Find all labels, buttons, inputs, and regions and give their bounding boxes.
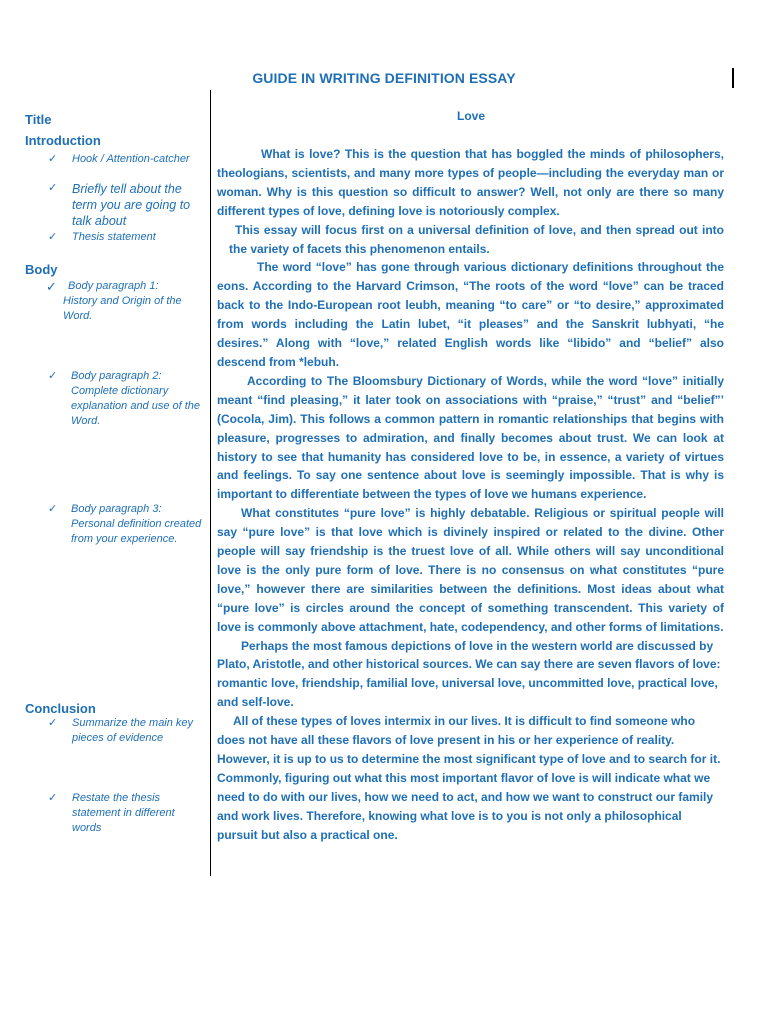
body-paragraph-label: Body paragraph 1: [68, 280, 159, 292]
essay-paragraph-thesis: This essay will focus first on a universal definition of love, and then spread out into the variety of facets this phenomenon entails. [229, 222, 724, 256]
conclusion-item-restate [48, 791, 206, 836]
body-paragraph-3 [48, 502, 206, 547]
intro-item-text: Thesis statement [72, 231, 156, 243]
body-paragraph-label: Body paragraph 2: [71, 370, 162, 382]
check-icon: ✓ [48, 503, 58, 515]
conclusion-item-text: Restate the thesis statement in different words [72, 792, 175, 834]
check-icon: ✓ [46, 279, 57, 294]
body-paragraph-text: Personal definition created from your experience. [71, 518, 202, 545]
check-icon: ✓ [48, 231, 58, 243]
essay-paragraph-pure-love: What constitutes “pure love” is highly debatable. Religious or spiritual people will say “pure love” is that love which is divinely inspired or related to the divine. Other people will say friendship is the truest love of all. While others will say unconditional love is the only pure form of love. There is no consensus on what constitutes “pure love,” however there are similarities between the definitions. Most ideas about what “pure love” is circles around the concept of something transcendent. This variety of love is commonly above attachment, hate, codependency, and other forms of limitations. [217, 506, 724, 634]
text-cursor [732, 68, 734, 88]
check-icon: ✓ [48, 717, 58, 729]
essay-paragraph-intro: What is love? This is the question that has boggled the minds of philosophers, theologians, scientists, and many more types of people—including the everyday man or woman. Why is this question so difficult to answer? Well, not only are there so many different types of love, defining love is notoriously complex. [217, 147, 724, 218]
intro-item-text: Briefly tell about the term you are going to talk about [72, 182, 191, 228]
outline-sidebar [0, 0, 210, 1024]
body-paragraph-label: Body paragraph 3: [71, 503, 162, 515]
body-paragraph-2 [48, 369, 206, 429]
essay-paragraph-conclusion: All of these types of loves intermix in our lives. It is difficult to find someone who does not have all these flavors of love present in his or her experience of reality. However, it is up to us to determine the most significant type of love and to search for it. Commonly, figuring out what this most important flavor of love is will indicate what we need to do with our lives, how we need to act, and how we want to construct our family and work lives. Therefore, knowing what love is to you is not only a philosophical pursuit but also a practical one. [217, 714, 721, 842]
page-title: GUIDE IN WRITING DEFINITION ESSAY [252, 70, 516, 86]
sidebar-title-heading: Title [25, 112, 52, 127]
sidebar-body-heading: Body [25, 262, 58, 277]
body-paragraph-text: History and Origin of the Word. [63, 295, 182, 322]
check-icon: ✓ [48, 153, 58, 165]
intro-item-text: Hook / Attention-catcher [72, 153, 190, 165]
essay-paragraph-history: The word “love” has gone through various dictionary definitions throughout the eons. According to the Harvard Crimson, “The roots of the word “love” can be traced back to the Indo-European root leubh, meaning “to care” or “to desire,” approximated from words including the Latin lubet, “it pleases” and the Sanskrit lubhyati, “he desires.” Along with “love,” related English words like “libido” and “belief” also descend from *lebuh. [217, 260, 724, 369]
body-paragraph-text: Complete dictionary explanation and use of the Word. [71, 385, 201, 427]
body-paragraph-1 [46, 279, 204, 324]
essay-paragraph-dictionary: According to The Bloomsbury Dictionary of Words, while the word “love” initially meant “find pleasing,” it later took on associations with “praise,” “trust” and “belief”’ (Cocola, Jim). This follows a common pattern in romantic relationships that begins with pleasure, progresses to admiration, and finally becomes about trust. We can look at history to see that humanity has considered love to be, in essence, a variety of virtues and feelings. To say one sentence about love is seemingly impossible. That is why is important to differentiate between the types of love we humans experience. [217, 373, 724, 502]
intro-item-thesis [48, 230, 206, 245]
essay-title: Love [456, 109, 485, 123]
conclusion-item-text: Summarize the main key pieces of evidence [72, 717, 194, 744]
conclusion-item-summarize [48, 716, 206, 746]
essay-body [217, 145, 724, 845]
sidebar-conclusion-heading: Conclusion [25, 701, 96, 716]
column-divider [210, 90, 211, 876]
check-icon: ✓ [48, 792, 58, 804]
sidebar-introduction-heading: Introduction [25, 133, 101, 148]
intro-item-briefly [48, 181, 206, 229]
intro-item-hook [48, 152, 206, 167]
essay-paragraph-flavors: Perhaps the most famous depictions of love in the western world are discussed by Plato, Aristotle, and other historical sources. We can say there are seven flavors of love: romantic love, friendship, familial love, universal love, uncommitted love, practical love, and self-love. [217, 638, 721, 710]
check-icon: ✓ [48, 370, 58, 382]
check-icon: ✓ [48, 182, 58, 194]
